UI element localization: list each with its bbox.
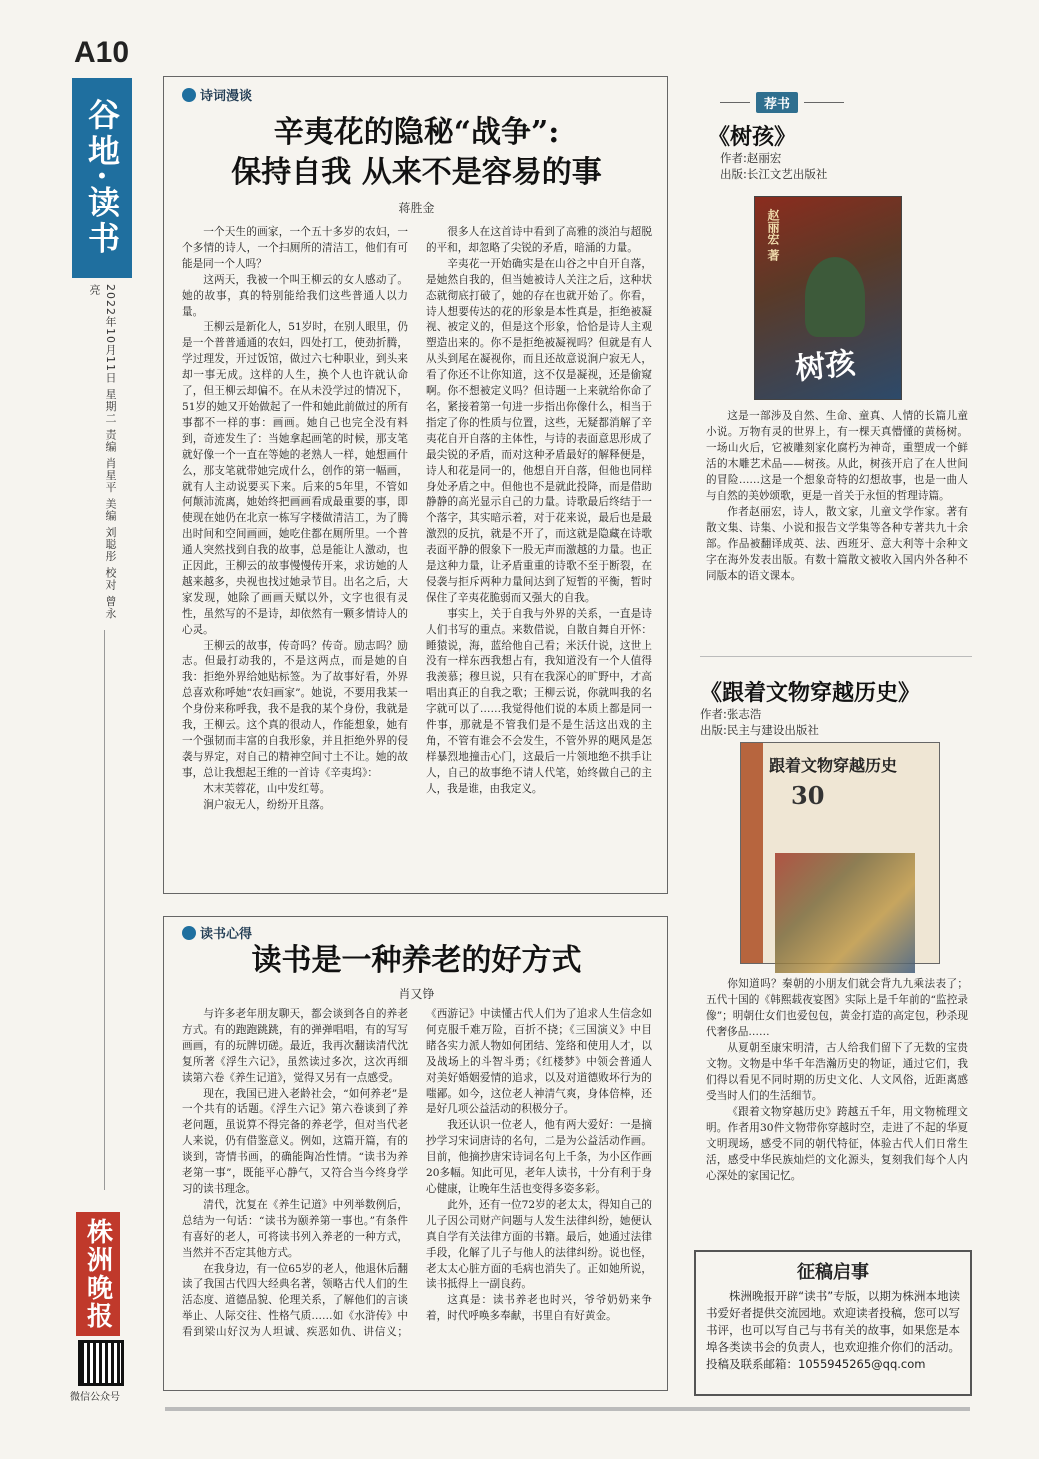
book-2-title: 《跟着文物穿越历史》 bbox=[700, 680, 921, 706]
article-2 bbox=[163, 916, 668, 1391]
paragraph: 作者赵丽宏，诗人，散文家，儿童文学作家。著有散文集、诗集、小说和报告文学集等各种专著共九十余部。作品被翻译成英、法、西班牙、意大利等十余种文字在海外发表出版。有数十篇散文被收入国内外各种不同版本的语文课本。 bbox=[706, 506, 968, 582]
paragraph: 我还认识一位老人，他有两大爱好：一是摘抄学习宋词唐诗的名句，二是为公益活动作画。目前，他摘抄唐宋诗词名句上千条，为小区作画20多幅。知此可见，老年人读书，十分有利于身心健康，让晚年生活也变得多姿多彩。 bbox=[426, 1119, 652, 1195]
newspaper-logo: 株洲晚报 bbox=[76, 1212, 120, 1336]
paragraph: 这两天，我被一个叫王柳云的女人感动了。她的故事，真的特别能给我们这些普通人以力量。 bbox=[182, 273, 408, 318]
paragraph: 与许多老年朋友聊天，都会谈到各自的养老方式。有的跑跑跳跳，有的弹弹唱唱，有的写写画画，有的玩牌切磋。最近，我再次翻读清代沈复所著《浮生六记》，虽然读过多次，这次再细读第六卷《养生记道》，觉得又另有一点感受。 bbox=[182, 1008, 408, 1084]
article-2-author: 肖又铮 bbox=[398, 987, 435, 1001]
cover-artwork bbox=[775, 853, 915, 973]
paragraph: 这是一部涉及自然、生命、童真、人情的长篇儿童小说。万物有灵的世界上，有一棵天真懵懂的黄杨树。一场山火后，它被雕刻家化腐朽为神奇，重塑成一个鲜活的木雕艺术品——树孩。从此，树孩开启了在人世间的冒险……这是一个想象奇特的幻想故事，也是一曲人与自然的美妙颂歌，更是一首关于永恒的哲理诗篇。 bbox=[706, 410, 968, 502]
call-for-submissions bbox=[694, 1250, 972, 1396]
book-2-author: 作者:张志浩 bbox=[700, 707, 762, 721]
paragraph: 在我身边，有一位65岁的老人，他退休后翻读了我国古代四大经典名著，领略古代人们的生活态度、道德品貌、伦理关系，了解他们的言谈举止、人际交往、性格气质……如《水浒传》中看到梁山好汉为人坦诚、疾恶如仇、讲信义；《西游记》中读懂古代人们为了追求人生信念如何克服千难万险，百折不挠；《三国演义》中目睹各实力派人物如何团结、笼络和使用人才，以及战场上的斗智斗勇；《红楼梦》中领会普通人对美好婚姻爱情的追求，以及对道德败坏行为的嗤鄙。如今，这位老人神清气爽，身体倍棒，还是好几项公益活动的积极分子。 bbox=[182, 1008, 652, 1339]
cover-subtitle: 赵丽宏 著 bbox=[766, 209, 780, 262]
poem-line: 木末芙蓉花，山中发红萼。 bbox=[203, 782, 331, 795]
tag-dot-icon bbox=[182, 88, 196, 102]
divider bbox=[104, 630, 105, 1190]
book-2-cover bbox=[740, 742, 940, 964]
tree-illustration bbox=[805, 257, 865, 337]
paragraph: 你知道吗？秦朝的小朋友们就会背九九乘法表了；五代十国的《韩熙载夜宴图》实际上是千年前的“监控录像”；明朝仕女们也爱包包，黄金打造的高定包，秒杀现代奢侈品…… bbox=[706, 978, 968, 1038]
paragraph: 此外，还有一位72岁的老太太，得知自己的儿子因公司财产问题与人发生法律纠纷，她便认真自学有关法律方面的书籍。最后，她通过法律手段，化解了儿子与他人的法律纠纷。说也怪，老太太心脏方面的毛病也消失了。正如她所说，读书抵得上一副良药。 bbox=[426, 1198, 652, 1291]
page-number: A10 bbox=[74, 36, 130, 69]
book-1-author: 作者:赵丽宏 bbox=[720, 151, 782, 165]
paragraph: 王柳云的故事，传奇吗？传奇。励志吗？励志。但最打动我的，不是这两点，而是她的自我：拒绝外界给她贴标签。为了故事好看，外界总喜欢称呼她“农妇画家”。她说，不要用我某一个身份来称呼我，我不是我的某个身份，我就是我，王柳云。这个真的很动人，作能想象，她有一个强韧而丰富的自我形象，并且拒绝外界的侵袭与界定，对自己的精神空间寸土不让。她的故事，总让我想起王维的一首诗《辛夷坞》： bbox=[182, 639, 408, 779]
section-title: 谷地·读书 bbox=[72, 78, 132, 278]
paragraph: 王柳云是新化人，51岁时，在别人眼里，仍是一个普普通通的农妇，四处打工，使劲折腾，学过理发，开过饭馆，做过六七种职业，到头来却一事无成。这样的人生，换个人也许就认命了，但王柳云却偏不。在从未没学过的情况下，51岁的她又开始做起了一件和她此前做过的所有事都不一样的事：画画。她自己也完全没有料到，奇迹发生了：当她拿起画笔的时候，那支笔就好像一个一直在等她的老熟人一样，她想画什么，那支笔就带她完成什么，创作的第一幅画，就有人主动说要买下来。后来的5年里，不管如何颠沛流离，她始终把画画看成最重要的事，即使现在她仍在北京一栋写字楼做清洁工，为了腾出时间和空间画画，她吃住都在厕所里。一个普通人突然找到自我的故事，总是能让人激动，也正因此，王柳云的故事慢慢传开来，求访她的人越来越多，央视也找过她录节目。出名之后，大家发现，她除了画画天赋以外，文字也很有灵性，虽然写的不是诗，却依然有一颗多情诗人的心灵。 bbox=[182, 321, 408, 636]
cover-number: 30 bbox=[791, 781, 825, 810]
paragraph: 事实上，关于自我与外界的关系，一直是诗人们书写的重点。来数借说，自散自舞自开怀：睡猿说，海，蓝给他自己看；米沃什说，这世上没有一样东西我想占有，我知道没有一个人值得我羡慕；穆旦说，只有在我深心的旷野中，才高唱出真正的自我之歌；王柳云说，你就叫我的名字就可以了……我觉得他们说的本质上都是同一件事，那就是不管我们是不是生活这出戏的主角，不管有谁会不会发生，不管外界的飓风是怎样暴烈地撞击心门，这最后一片领地绝不拱手让人，自己的故事绝不请人代笔，始终做自己的主人，我是谁，由我定义。 bbox=[426, 607, 652, 795]
article-1-author: 蒋胜金 bbox=[398, 201, 435, 215]
sidebar-tag bbox=[720, 92, 844, 113]
footer-rule bbox=[165, 1407, 970, 1411]
book-2-publisher: 出版:民主与建设出版社 bbox=[700, 723, 819, 737]
paragraph: 辛夷花一开始确实是在山谷之中自开自落，是她然自我的，但当她被诗人关注之后，这种状态就彻底打破了，她的存在也就开始了。你看，诗人想要传达的花的形象是本性真是，拒绝被凝视、被定义的，但是这个形象，恰恰是诗人主观塑造出来的。你不是拒绝被凝视吗？但就是有人从头到尾在凝视你，而且还故意说涧户寂无人，看了你还不让你知道，这不仅是凝视，还是偷窥啊。你不想被定义吗？但诗题一上来就给你命了名，紧接着第一句进一步指出你像什么，相当于指定了你的性质与位置，这些，无疑都消解了辛夷花自开自落的主体性，与诗的表面意思形成了最尖锐的矛盾，而对这种矛盾最好的解释便是，诗人和花是同一的，他想自开自落，但他也同样身处矛盾之中。但他也不是就此投降，而是借助静静的高光显示自己的力量。诗歌最后终结于一个落字，其实暗示着，对于花来说，最后也是最激烈的反抗，就是不开了，而这就是隐藏在诗歌表面平静的假象下一股无声而激越的力量。也正是这种力量，让矛盾重重的诗歌不至于断裂，在侵袭与拒斥两种力量间达到了短暂的平衡，暂时保住了辛夷花脆弱而又强大的自我。 bbox=[426, 257, 652, 604]
paragraph: 一个天生的画家，一个五十多岁的农妇，一个多情的诗人，一个扫厕所的清洁工，他们有可能是同一个人吗？ bbox=[182, 226, 408, 270]
paragraph: 现在，我国已进入老龄社会，“如何养老”是一个共有的话题。《浮生六记》第六卷谈到了养老问题，虽说算不得完备的养老学，但对当代老人来说，仍有借鉴意义。例如，这篇开篇，有的谈到，寄情书画，的确能陶冶性情。“读书为养老第一事”，既能平心静气，又符合当今终身学习的读书理念。 bbox=[182, 1087, 408, 1195]
title-line-1: 辛夷花的隐秘“战争”: bbox=[273, 115, 560, 150]
paragraph: 很多人在这首诗中看到了高雅的淡泊与超脱的平和，却忽略了尖锐的矛盾，暗涌的力量。 bbox=[426, 226, 652, 254]
article-2-tag bbox=[182, 923, 252, 942]
cover-title: 跟着文物穿越历史 bbox=[769, 756, 898, 775]
divider bbox=[804, 102, 844, 103]
book-1-cover bbox=[754, 196, 902, 400]
book-1-publisher: 出版:长江文艺出版社 bbox=[720, 167, 828, 181]
book-1-description bbox=[706, 408, 968, 584]
cover-spine bbox=[741, 743, 763, 963]
paragraph: 从夏朝至康宋明清，古人给我们留下了无数的宝贵文物。文物是中华千年浩瀚历史的物证，通过它们，我们得以看见不同时期的历史文化、人文风俗，近距离感受当时人们的生活细节。 bbox=[706, 1042, 968, 1102]
qr-code-icon bbox=[78, 1340, 124, 1386]
paragraph: 这真是：读书养老也时兴，爷爷奶奶来争着，时代呼唤多奉献，书里自有好黄金。 bbox=[426, 1294, 652, 1323]
tag-label: 读书心得 bbox=[200, 927, 253, 942]
article-1-tag bbox=[182, 85, 252, 104]
poem-line: 涧户寂无人，纷纷开且落。 bbox=[203, 798, 331, 811]
article-1-title bbox=[164, 113, 669, 193]
book-2-meta bbox=[700, 706, 819, 738]
cover-title: 树孩 bbox=[793, 345, 858, 388]
dateline: 2022年10月11日 星期二 责编 肖星平 美编 刘聪彤 校对 曾永亮 bbox=[88, 284, 117, 620]
title-line-2: 保持自我 从来不是容易的事 bbox=[231, 155, 602, 190]
book-1-title: 《树孩》 bbox=[708, 124, 797, 150]
qr-caption: 微信公众号 bbox=[70, 1392, 120, 1403]
paragraph: 清代，沈复在《养生记道》中列举数例后，总结为一句话：“读书为颐养第一事也。”有条件有喜好的老人，可将读书列入养老的一种方式，当然并不否定其他方式。 bbox=[182, 1198, 408, 1259]
notice-body: 株洲晚报开辟“读书”专版，以期为株洲本地读书爱好者提供交流园地。欢迎读者投稿，您可以写书评，也可以写自己与书有关的故事，如果您是本埠各类读书会的负责人，也欢迎推介你们的活动。投稿及联系邮箱：1055945265@qq.com bbox=[706, 1289, 960, 1371]
divider bbox=[720, 102, 750, 103]
tag-label: 诗词漫谈 bbox=[200, 89, 253, 104]
article-2-title: 读书是一种养老的好方式 bbox=[251, 943, 582, 978]
article-2-body bbox=[182, 1007, 652, 1385]
notice-title: 征稿启事 bbox=[797, 1262, 869, 1283]
article-1 bbox=[163, 76, 668, 894]
book-1-meta bbox=[720, 150, 827, 182]
tag-dot-icon bbox=[182, 926, 196, 940]
sidebar-tag-label: 荐书 bbox=[756, 92, 798, 113]
paragraph: 《跟着文物穿越历史》跨越五千年，用文物梳理文明。作者用30件文物带你穿越时空，走进了不起的华夏文明现场，感受不同的朝代特征，体验古代人们日常生活，感受中华民族灿烂的文化源头，复刻我们每个人内心深处的家国记忆。 bbox=[706, 1106, 968, 1182]
divider bbox=[700, 656, 972, 657]
book-2-description bbox=[706, 976, 968, 1184]
article-1-body bbox=[182, 225, 652, 885]
